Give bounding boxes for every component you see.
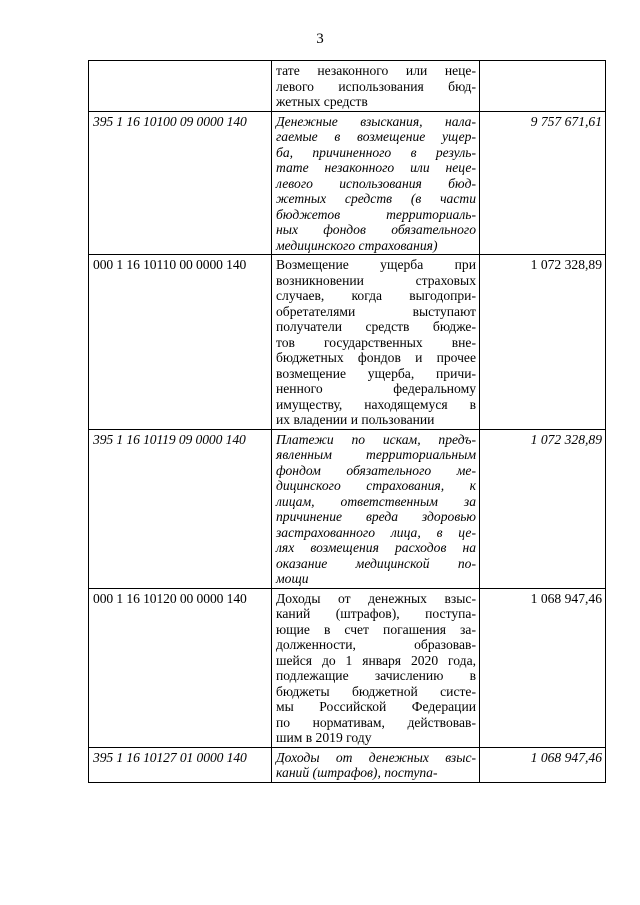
income-name-line: их владении и пользовании	[276, 412, 435, 427]
income-name-line: Денежные взыскания, нала-	[276, 113, 476, 129]
income-name-line: явленным территориальным	[276, 447, 476, 462]
income-name-line: левого использования бюд-	[276, 78, 476, 94]
income-name-line: левого использования бюд-	[276, 175, 476, 191]
income-name-line: подлежащие зачислению в	[276, 668, 476, 683]
amount-cell: 1 072 328,89	[480, 429, 606, 588]
table-row	[89, 429, 606, 588]
income-name-line: мы Российской Федерации	[276, 699, 476, 714]
table-row	[89, 255, 606, 430]
income-name-line: дицинского страхования, к	[276, 478, 476, 493]
income-name-line: Доходы от денежных взыс-	[276, 749, 476, 765]
amount-cell	[480, 61, 606, 112]
income-name-line: тате незаконного или неце-	[276, 63, 476, 78]
income-name-cell	[272, 429, 480, 588]
income-name-line: имуществу, находящемуся в	[276, 396, 476, 412]
income-name-cell	[272, 588, 480, 747]
income-name-line: ненного федеральному	[276, 381, 476, 396]
income-name-line: бюджетов территориаль-	[276, 206, 476, 222]
income-name-line: бюджетных фондов и прочее	[276, 350, 476, 365]
page-number: 3	[316, 31, 324, 47]
income-name-line: бюджеты бюджетной систе-	[276, 683, 476, 699]
income-name-line: гаемые в возмещение ущер-	[276, 129, 476, 144]
income-name-line: возникновении страховых	[276, 272, 476, 288]
income-name-line: жетных средств	[276, 94, 368, 109]
table-row	[89, 61, 606, 112]
budget-code-cell: 395 1 16 10119 09 0000 140	[89, 429, 272, 588]
income-name-cell	[272, 747, 480, 782]
income-name-cell	[272, 111, 480, 255]
amount-cell: 1 072 328,89	[480, 255, 606, 430]
income-name-line: ющие в счет погашения за-	[276, 621, 476, 637]
table-row	[89, 588, 606, 747]
income-name-line: ба, причиненного в резуль-	[276, 144, 476, 160]
amount-cell: 9 757 671,61	[480, 111, 606, 255]
income-name-line: лицам, ответственным за	[276, 493, 476, 509]
income-name-line: тате незаконного или неце-	[276, 160, 476, 175]
table-row	[89, 747, 606, 782]
budget-table-body	[89, 61, 606, 783]
income-name-line: фондом обязательного ме-	[276, 462, 476, 478]
budget-code-cell: 000 1 16 10110 00 0000 140	[89, 255, 272, 430]
income-name-line: Платежи по искам, предъ-	[276, 431, 476, 447]
income-name-line: тов государственных вне-	[276, 334, 476, 350]
income-name-line: обретателями выступают	[276, 303, 476, 319]
budget-code-cell: 395 1 16 10100 09 0000 140	[89, 111, 272, 255]
amount-cell: 1 068 947,46	[480, 747, 606, 782]
income-name-line: долженности, образовав-	[276, 637, 476, 652]
budget-code-cell: 395 1 16 10127 01 0000 140	[89, 747, 272, 782]
income-name-line: оказание медицинской по-	[276, 555, 476, 571]
income-name-line: жетных средств (в части	[276, 191, 476, 206]
amount-cell: 1 068 947,46	[480, 588, 606, 747]
income-name-cell	[272, 255, 480, 430]
income-name-line: медицинского страхования)	[276, 237, 438, 253]
income-name-line: по нормативам, действовав-	[276, 714, 476, 730]
income-name-line: застрахованного лица, в це-	[276, 524, 476, 540]
budget-code-cell	[89, 61, 272, 112]
income-name-line: Доходы от денежных взыс-	[276, 590, 476, 606]
income-name-line: возмещение ущерба, причи-	[276, 365, 476, 381]
income-name-line: причинение вреда здоровью	[276, 509, 476, 524]
income-name-line: каний (штрафов), поступа-	[276, 606, 476, 621]
income-name-line: шим в 2019 году	[276, 730, 372, 745]
income-name-line: Возмещение ущерба при	[276, 257, 476, 272]
income-name-line: лях возмещения расходов на	[276, 540, 476, 555]
income-name-line: шейся до 1 января 2020 года,	[276, 652, 476, 668]
budget-table	[88, 60, 606, 783]
budget-code-cell: 000 1 16 10120 00 0000 140	[89, 588, 272, 747]
income-name-line: мощи	[276, 571, 309, 586]
income-name-line: случаев, когда выгодопри-	[276, 288, 476, 303]
income-name-cell	[272, 61, 480, 112]
income-name-line: каний (штрафов), поступа-	[276, 765, 438, 780]
income-name-line: получатели средств бюдже-	[276, 319, 476, 334]
table-row	[89, 111, 606, 255]
income-name-line: ных фондов обязательного	[276, 222, 476, 237]
